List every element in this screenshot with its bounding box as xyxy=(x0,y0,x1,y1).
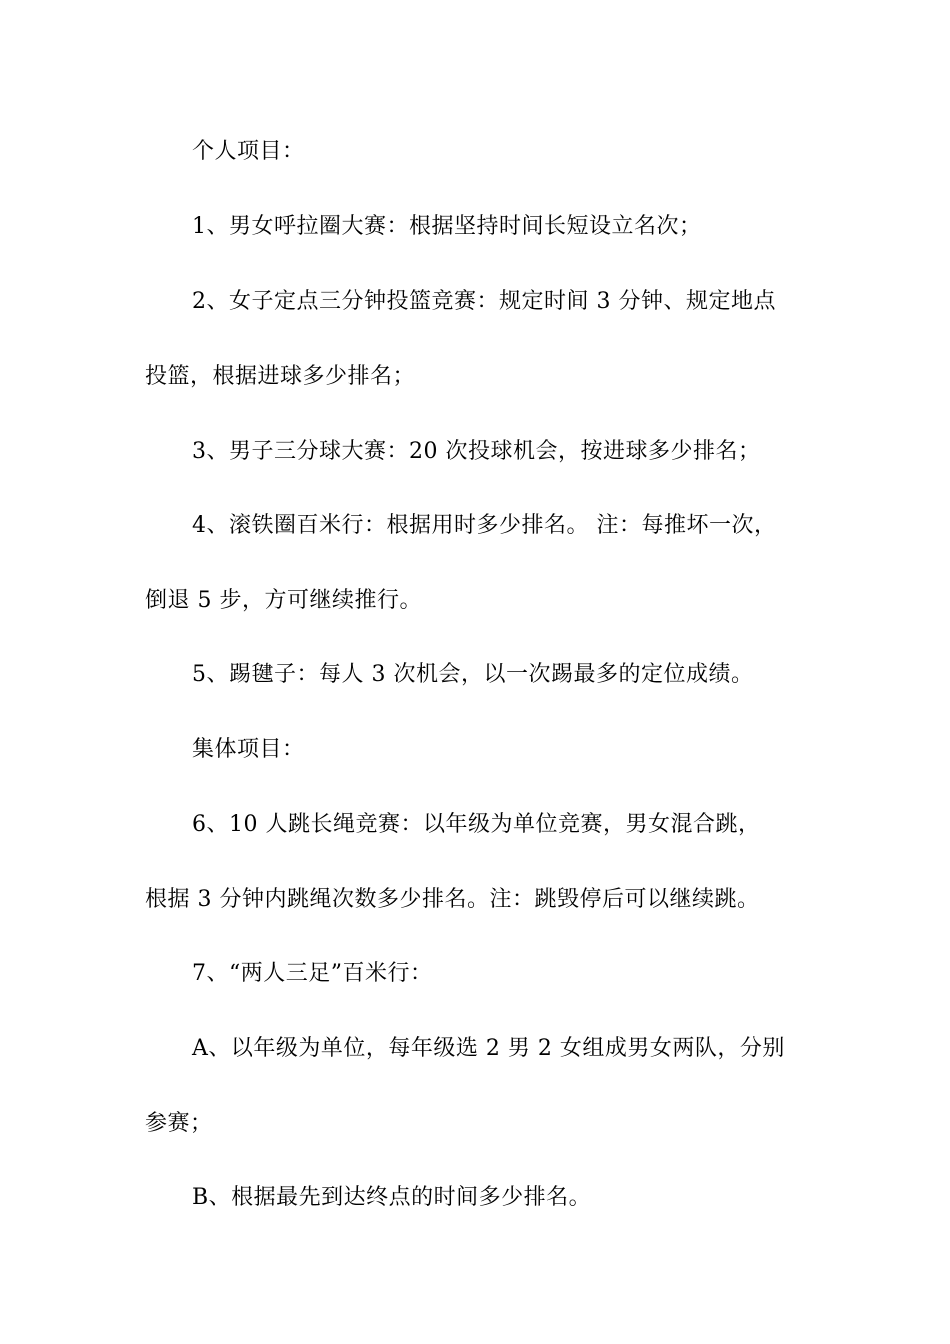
paragraph-item-4: 4、滚铁圈百米行：根据用时多少排名。 注：每推坏一次， xyxy=(192,513,777,538)
paragraph-item-2: 2、女子定点三分钟投篮竞赛：规定时间 3 分钟、规定地点 xyxy=(192,289,776,314)
paragraph-item-7a-continued: 参赛； xyxy=(145,1111,213,1136)
paragraph-item-3: 3、男子三分球大赛：20 次投球机会，按进球多少排名； xyxy=(192,439,761,464)
paragraph-item-6-continued: 根据 3 分钟内跳绳次数多少排名。注：跳毁停后可以继续跳。 xyxy=(145,887,760,912)
paragraph-item-7b: B、根据最先到达终点的时间多少排名。 xyxy=(192,1185,592,1210)
section-heading-individual: 个人项目： xyxy=(192,139,305,164)
paragraph-item-2-continued: 投篮，根据进球多少排名； xyxy=(145,364,416,389)
paragraph-item-1: 1、男女呼拉圈大赛：根据坚持时间长短设立名次； xyxy=(192,214,702,239)
paragraph-item-6: 6、10 人跳长绳竞赛：以年级为单位竞赛，男女混合跳， xyxy=(192,812,761,837)
paragraph-item-7a: A、以年级为单位，每年级选 2 男 2 女组成男女两队，分别 xyxy=(192,1036,785,1061)
paragraph-item-4-continued: 倒退 5 步，方可继续推行。 xyxy=(145,588,422,613)
paragraph-item-7: 7、“两人三足”百米行： xyxy=(192,961,433,986)
section-heading-group: 集体项目： xyxy=(192,737,305,762)
paragraph-item-5: 5、踢毽子：每人 3 次机会，以一次踢最多的定位成绩。 xyxy=(192,662,754,687)
